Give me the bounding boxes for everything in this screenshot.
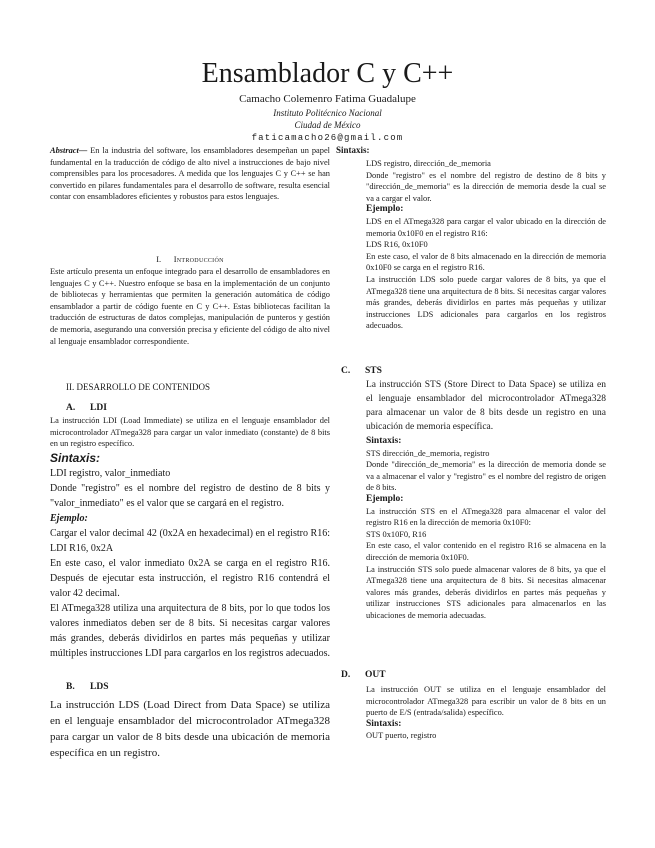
ldi-example-desc: Cargar el valor decimal 42 (0x2A en hexadecimal) en el registro R16: LDI R16, 0x2A — [50, 528, 330, 554]
out-syntax: OUT puerto, registro — [366, 731, 437, 741]
ldi-syntax-label: Sintaxis: — [50, 451, 101, 465]
sts-syntax-desc: Donde "dirección_de_memoria" es la dirección de memoria donde se va a almacenar el valor y "registro" es el nombre del registro de origen de 8 bits. — [366, 460, 606, 493]
out-letter: D. — [341, 670, 351, 680]
ldi-body — [50, 466, 330, 661]
intro-number: I. — [156, 255, 162, 264]
sts-syntax-label: Sintaxis: — [366, 436, 402, 446]
sts-example-label: Ejemplo: — [366, 493, 404, 504]
sts-example-desc: La instrucción STS en el ATmega328 para almacenar el valor del registro R16 en la dirección de memoria 0x10F0: — [366, 506, 606, 528]
out-syntax-label: Sintaxis: — [366, 718, 402, 729]
intro-heading — [50, 254, 330, 266]
sts-case: En este caso, el valor contenido en el registro R16 se almacena en la dirección de memoria 0x10F0. — [366, 541, 606, 562]
out-name: OUT — [365, 670, 386, 680]
sts-name: STS — [365, 366, 382, 376]
ldi-case: En este caso, el valor inmediato 0x2A se carga en el registro R16. Después de ejecutar esta instrucción, el registro R16 contendrá el valor 42 decimal. — [50, 558, 330, 599]
sts-note: La instrucción STS solo puede almacenar valores de 8 bits, ya que el ATmega328 tiene una arquitectura de 8 bits. Si necesitas almacenar valores más grandes, deberás dividirlos en partes más pequeñas y utilizar instrucciones STS adicionales para almacenarlos en las ubicaciones de memoria adecuadas. — [366, 564, 606, 620]
out-body — [366, 684, 606, 742]
intro-title: Introducción — [173, 255, 224, 264]
lds-example-desc: LDS en el ATmega328 para cargar el valor ubicado en la dirección de memoria 0x10F0 en el registro R16: — [366, 216, 606, 238]
institution: Instituto Politécnico Nacional — [273, 108, 382, 118]
lds-name: LDS — [90, 682, 109, 692]
ldi-example-label: Ejemplo: — [50, 513, 88, 524]
ldi-heading — [66, 403, 346, 415]
lds-letter: B. — [66, 682, 75, 692]
lds-heading — [66, 682, 346, 694]
lds-case: En este caso, el valor de 8 bits almacenado en la dirección de memoria 0x10F0 se carga en el registro R16. — [366, 251, 606, 273]
lds-syntax: LDS registro, dirección_de_memoria — [366, 159, 491, 168]
author-name: Camacho Colemenro Fatima Guadalupe — [239, 93, 416, 105]
ldi-syntax: LDI registro, valor_inmediato — [50, 468, 171, 479]
ldi-intro: La instrucción LDI (Load Immediate) se utiliza en el lenguaje ensamblador del microcontrolador ATmega328 para cargar un valor inmediato (constante) de 8 bits en un registro específico. — [50, 416, 330, 449]
lds-example-code: LDS R16, 0x10F0 — [366, 240, 428, 250]
intro-text: Este artículo presenta un enfoque integrado para el desarrollo de ensambladores en lenguajes C y C++. Nuestro enfoque se basa en la implementación de un conjunto de bibliotecas y herramientas que permiten la generación automática de código ensamblador a partir de código fuente en C y C++. Estas bibliotecas facilitan la traducción de estructuras de datos complejas, manipulación de punteros y gestión de memoria, asegurando una conversión precisa y eficiente del código de alto nivel al lenguaje ensamblador correspondiente. — [50, 267, 330, 346]
lds-syntax-desc: Donde "registro" es el nombre del registro de destino de 8 bits y "dirección_de_memoria" es la dirección de memoria desde la cual se va a cargar el valor. — [366, 170, 606, 203]
out-intro: La instrucción OUT se utiliza en el lenguaje ensamblador del microcontrolador ATmega328 para escribir un valor de 8 bits en un puerto de E/S (entrada/salida) específico. — [366, 685, 606, 718]
sts-syntax: STS dirección_de_memoria, registro — [366, 448, 490, 458]
sts-intro: La instrucción STS (Store Direct to Data Space) se utiliza en el lenguaje ensamblador del microcontrolador ATmega328 para almacenar un valor de 8 bits desde un registro en una ubicación de memoria específica. — [366, 380, 606, 432]
author-email: faticamacho26@gmail.com — [251, 133, 404, 143]
lds-body — [366, 158, 606, 332]
lds-intro: La instrucción LDS (Load Direct from Data Space) se utiliza en el lenguaje ensamblador del microcontrolador ATmega328 para cargar un valor de 8 bits desde una ubicación de memoria específica en un registro. — [50, 699, 330, 759]
abstract-text: En la industria del software, los ensambladores desempeñan un papel fundamental en la traducción de código de alto nivel a instrucciones de bajo nivel comprensibles para los procesadores. A medida que los lenguajes C y C++ se han convertido en pilares fundamentales para el desarrollo de software, resulta esencial contar con ensambladores eficientes y robustos para estos lenguajes. — [50, 146, 330, 202]
ldi-note: El ATmega328 utiliza una arquitectura de 8 bits, por lo que todos los valores inmediatos deben ser de 8 bits. Si necesitas cargar valores más grandes, deberás dividirlos en partes más pequeñas y utilizar múltiples instrucciones LDI para cargarlos en los registros adecuados. — [50, 603, 331, 659]
paper-title: Ensamblador C y C++ — [201, 58, 454, 89]
sts-body — [366, 436, 606, 622]
abstract-label: Abstract— — [50, 146, 88, 155]
lds-example-label: Ejemplo: — [366, 204, 404, 215]
ldi-letter: A. — [66, 403, 76, 413]
ldi-syntax-desc: Donde "registro" es el nombre del registro de destino de 8 bits y "valor_inmediato" es el valor que se cargará en el registro. — [50, 483, 330, 509]
abstract — [50, 145, 330, 203]
sts-heading — [341, 366, 382, 378]
out-heading — [341, 670, 386, 682]
section2-heading: II. DESARROLLO DE CONTENIDOS — [66, 382, 210, 392]
sts-letter: C. — [341, 366, 351, 376]
city: Ciudad de México — [294, 120, 361, 130]
lds-syntax-label: Sintaxis: — [336, 145, 370, 155]
lds-note: La instrucción LDS solo puede cargar valores de 8 bits, ya que el ATmega328 tiene una arquitectura de 8 bits. Si necesitas cargar valores más grandes, deberás dividirlos en partes más pequeñas y utilizar instrucciones LDS adicionales para cargarlos en los registros adecuados. — [366, 274, 606, 331]
sts-example-code: STS 0x10F0, R16 — [366, 529, 427, 539]
ldi-name: LDI — [90, 403, 107, 413]
